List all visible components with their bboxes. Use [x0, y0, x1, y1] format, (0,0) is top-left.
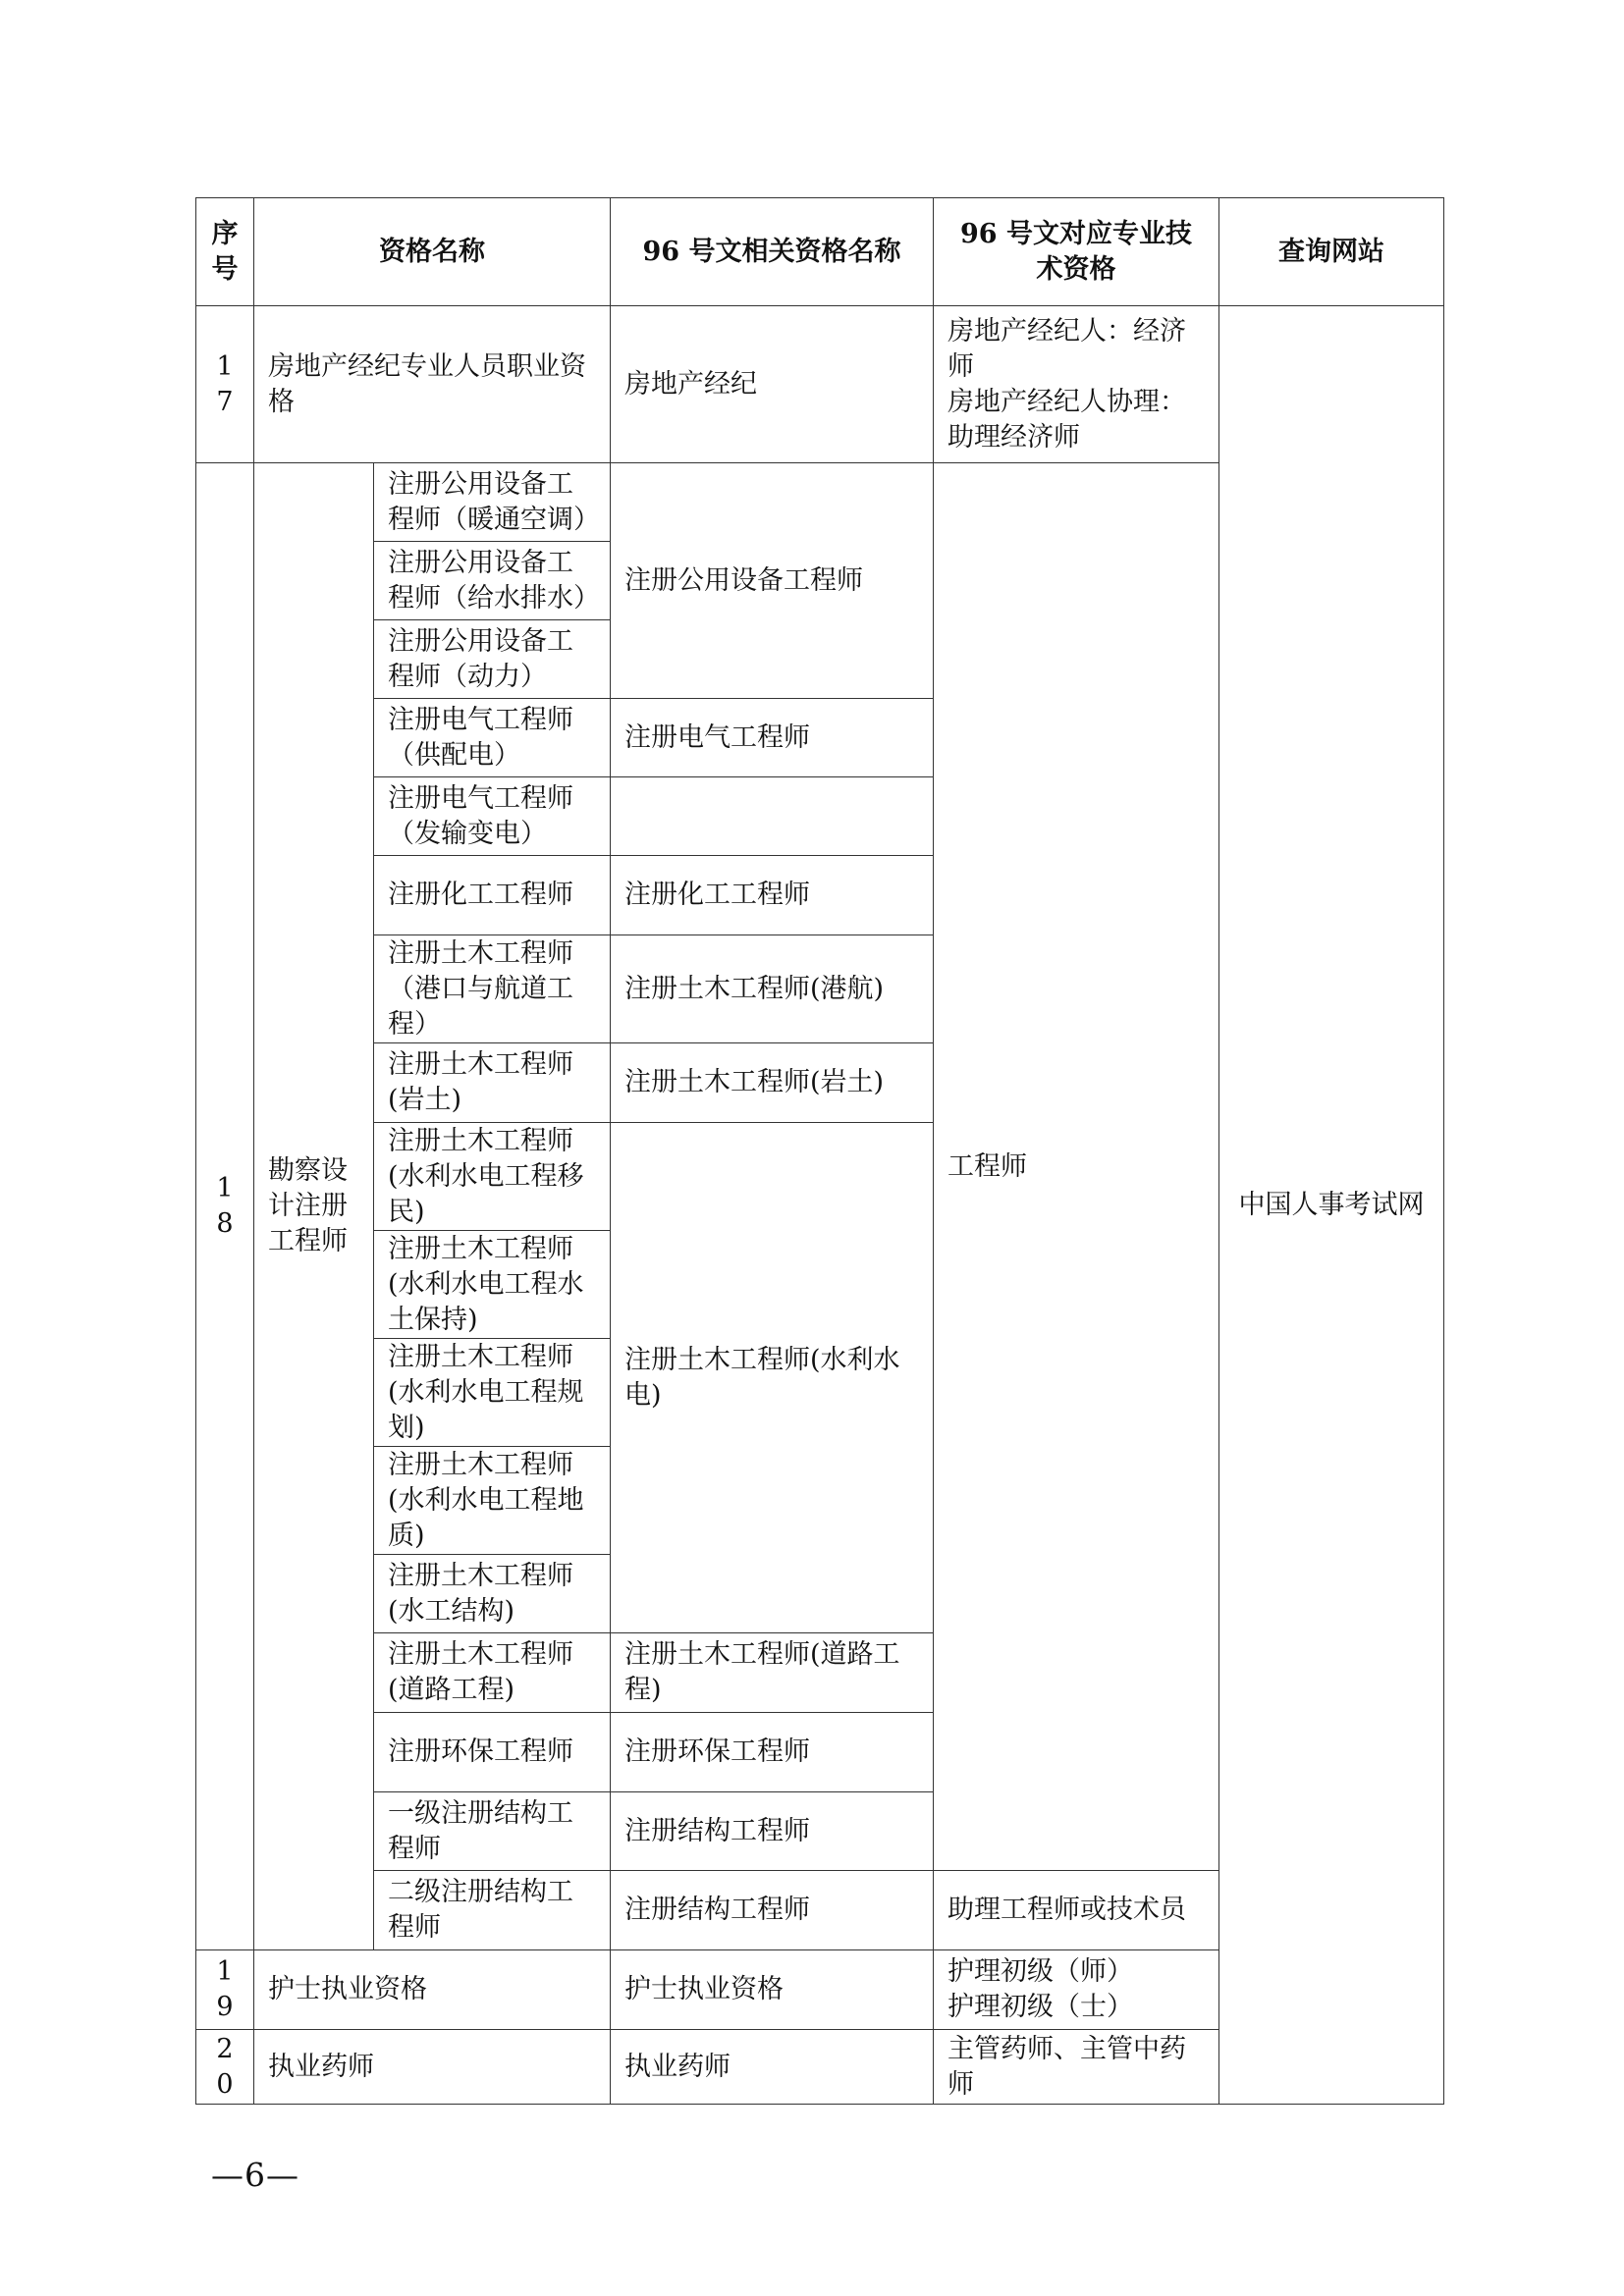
related-name: 注册结构工程师	[611, 1871, 934, 1950]
tech-line: 护理初级（师）	[947, 1956, 1133, 1987]
sub-qualification: 注册公用设备工程师（暖通空调）	[374, 463, 611, 542]
header-site: 查询网站	[1219, 198, 1444, 306]
sub-qualification: 注册电气工程师（供配电）	[374, 699, 611, 777]
sub-qualification: 注册公用设备工程师（动力）	[374, 620, 611, 699]
related-name: 注册化工工程师	[611, 856, 934, 935]
tech-line: 房地产经纪人协理：助理经济师	[947, 386, 1186, 453]
sub-qualification: 一级注册结构工程师	[374, 1792, 611, 1871]
related-name: 注册环保工程师	[611, 1713, 934, 1792]
sub-qualification: 注册土木工程师(水利水电工程移民)	[374, 1123, 611, 1231]
tech-line: 护理初级（士）	[947, 1992, 1133, 2022]
related-name: 护士执业资格	[611, 1950, 934, 2030]
related-name: 注册土木工程师(岩土)	[611, 1043, 934, 1123]
sub-qualification: 注册土木工程师(水利水电工程水土保持)	[374, 1231, 611, 1339]
sub-qualification: 注册土木工程师(岩土)	[374, 1043, 611, 1123]
qualification-table	[195, 197, 1444, 2105]
tech-qualification	[934, 1950, 1219, 2030]
row-number: 18	[196, 463, 254, 1950]
sub-qualification: 二级注册结构工程师	[374, 1871, 611, 1950]
related-name: 执业药师	[611, 2030, 934, 2105]
related-name: 注册土木工程师(水利水电)	[611, 1123, 934, 1633]
header-tech: 96 号文对应专业技术资格	[934, 198, 1219, 306]
tech-qualification: 工程师	[934, 463, 1219, 1871]
qualification-name: 房地产经纪专业人员职业资格	[254, 306, 611, 463]
query-site: 中国人事考试网	[1219, 306, 1444, 2105]
related-name: 注册土木工程师(道路工程)	[611, 1633, 934, 1713]
table-header-row	[196, 198, 1444, 306]
qualification-name: 执业药师	[254, 2030, 611, 2105]
sub-qualification: 注册化工工程师	[374, 856, 611, 935]
related-name: 注册结构工程师	[611, 1792, 934, 1871]
page-number: —6—	[211, 2156, 299, 2194]
related-name: 房地产经纪	[611, 306, 934, 463]
sub-qualification: 注册土木工程师（港口与航道工程）	[374, 935, 611, 1043]
sub-qualification: 注册公用设备工程师（给水排水）	[374, 542, 611, 620]
related-name: 注册电气工程师	[611, 699, 934, 777]
related-name	[611, 777, 934, 856]
header-related: 96 号文相关资格名称	[611, 198, 934, 306]
table-row	[196, 306, 1444, 463]
qualification-name: 护士执业资格	[254, 1950, 611, 2030]
row-number: 19	[196, 1950, 254, 2030]
tech-line: 房地产经纪人：经济师	[947, 315, 1186, 382]
tech-qualification: 主管药师、主管中药师	[934, 2030, 1219, 2105]
tech-qualification	[934, 306, 1219, 463]
header-name: 资格名称	[254, 198, 611, 306]
tech-qualification: 助理工程师或技术员	[934, 1871, 1219, 1950]
sub-qualification: 注册土木工程师(水利水电工程规划)	[374, 1339, 611, 1447]
row-number: 17	[196, 306, 254, 463]
sub-qualification: 注册土木工程师(水利水电工程地质)	[374, 1447, 611, 1555]
sub-qualification: 注册土木工程师(水工结构)	[374, 1555, 611, 1633]
row-number: 20	[196, 2030, 254, 2105]
qualification-category: 勘察设计注册工程师	[254, 463, 374, 1950]
related-name: 注册土木工程师(港航)	[611, 935, 934, 1043]
sub-qualification: 注册环保工程师	[374, 1713, 611, 1792]
sub-qualification: 注册土木工程师(道路工程)	[374, 1633, 611, 1713]
related-name: 注册公用设备工程师	[611, 463, 934, 699]
header-no: 序号	[196, 198, 254, 306]
sub-qualification: 注册电气工程师（发输变电）	[374, 777, 611, 856]
